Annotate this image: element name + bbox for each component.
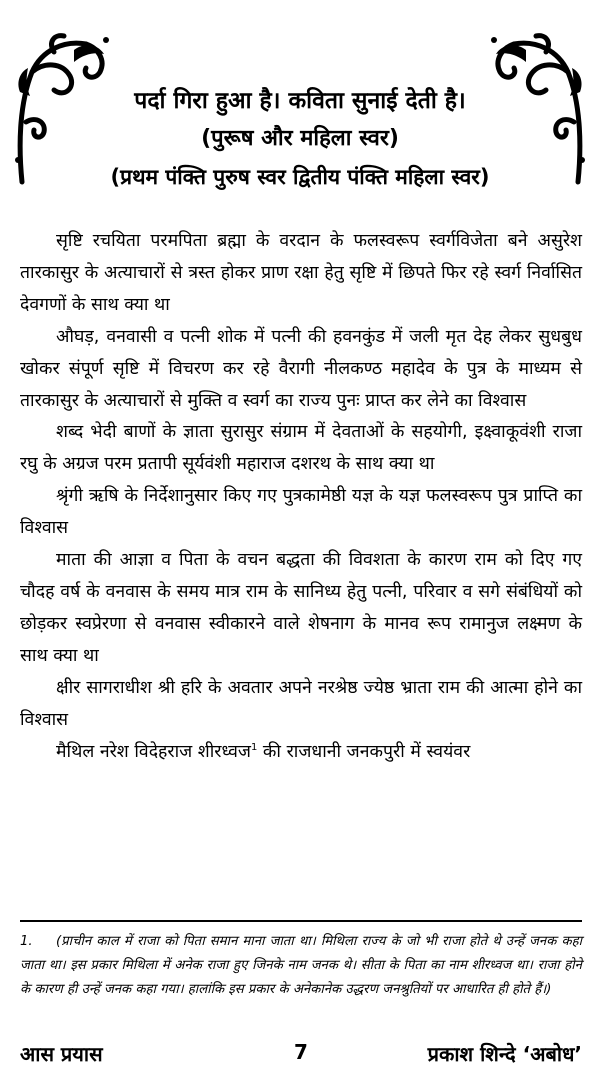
- page-footer: [20, 1040, 582, 1070]
- paragraph: क्षीर सागराधीश श्री हरि के अवतार अपने नरश्रेष्ठ ज्येष्ठ भ्राता राम की आत्मा होने का विश्वास: [20, 677, 582, 730]
- paragraph: औघड़, वनवासी व पत्नी शोक में पत्नी की हवनकुंड में जली मृत देह लेकर सुधबुध खोकर संपूर्ण सृष्टि में विचरण कर रहे वैरागी नीलकण्ठ महादेव के पुत्र के माध्यम से तारकासुर के अत्याचारों से मुक्ति व स्वर्ग का राज्य पुनः प्राप्त कर लेने का विश्वास: [20, 326, 582, 411]
- paragraph: माता की आज्ञा व पिता के वचन बद्धता की विवशता के कारण राम को दिए गए चौदह वर्ष के वनवास के समय मात्र राम के सानिध्य हेतु पत्नी, परिवार व सगे संबंधियों को छोड़कर स्वप्रेरणा से वनवास स्वीकारने वाले शेषनाग के मानव रूप रामानुज लक्ष्मण के साथ क्या था: [20, 550, 582, 666]
- page-heading: [0, 82, 600, 196]
- footnote: [20, 930, 582, 1002]
- poem-body: [20, 226, 582, 768]
- paragraph-last-line: [20, 737, 582, 769]
- footer-author: प्रकाश शिन्दे ‘अबोध’: [427, 1042, 582, 1066]
- heading-line-stage-direction: पर्दा गिरा हुआ है। कविता सुनाई देती है।: [134, 88, 466, 114]
- paragraph: शब्द भेदी बाणों के ज्ञाता सुरासुर संग्राम में देवताओं के सहयोगी, इक्ष्वाकूवंशी राजा रघु के अग्रज परम प्रतापी सूर्यवंशी महाराज दशरथ के साथ क्या था: [20, 422, 582, 475]
- paragraph: श्रृंगी ऋषि के निर्देशानुसार किए गए पुत्रकामेष्ठी यज्ञ के यज्ञ फलस्वरूप पुत्र प्राप्ति का विश्वास: [20, 486, 582, 539]
- heading-line-voices: (पुरूष और महिला स्वर): [201, 126, 399, 151]
- footnote-marker: 1: [250, 741, 258, 753]
- heading-line-voice-order: (प्रथम पंक्ति पुरुष स्वर द्वितीय पंक्ति महिला स्वर): [110, 165, 490, 189]
- footnote-text: (प्राचीन काल में राजा को पिता समान माना जाता था। मिथिला राज्य के जो भी राजा होते थे उन्हें जनक कहा जाता था। इस प्रकार मिथिला में अनेक राजा हुए जिनके नाम जनक थे। सीता के पिता का नाम शीरध्वज था। राजा होने के कारण ही उन्हें जनक कहा गया। हालांकि इस प्रकार के अनेकानेक उद्धरण जनश्रुतियों पर आधारित ही होते हैं।): [20, 934, 582, 997]
- footnote-divider: [20, 920, 582, 922]
- paragraph: सृष्टि रचयिता परमपिता ब्रह्मा के वरदान के फलस्वरूप स्वर्गविजेता बने असुरेश तारकासुर के अत्याचारों से त्रस्त होकर प्राण रक्षा हेतु सृष्टि में छिपते फिर रहे स्वर्ग निर्वासित देवगणों के साथ क्या था: [20, 231, 582, 315]
- last-line-end: की राजधानी जनकपुरी में स्वयंवर: [257, 741, 471, 762]
- footer-book-title: आस प्रयास: [20, 1042, 103, 1066]
- last-line-start: मैथिल नरेश विदेहराज शीरध्वज: [56, 741, 251, 762]
- footnote-number: 1.: [20, 934, 33, 949]
- page-number: 7: [294, 1040, 308, 1064]
